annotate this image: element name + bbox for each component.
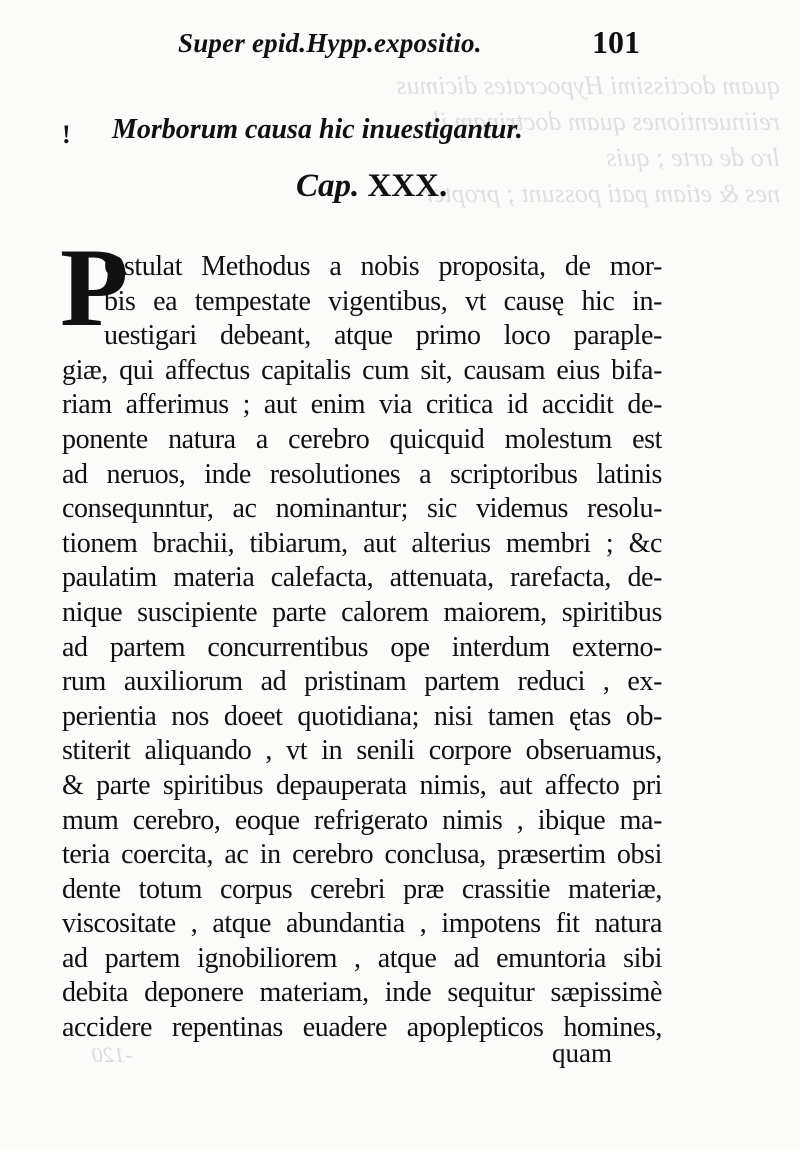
text-line: accidere repentinas euadere apoplepticos homines, (62, 1012, 662, 1044)
text-line: nique suscipiente parte calorem maiorem, spiritibus (62, 596, 662, 628)
page-number: 101 (592, 24, 640, 60)
text-line: giæ, qui affectus capitalis cum sit, causam eius bifa- (62, 354, 662, 386)
text-line: consequnntur, ac nominantur; sic videmus resolu- (62, 493, 662, 525)
text-line: bis ea tempestate vigentibus, vt causę hic in- (104, 285, 662, 317)
text-line: riam afferimus ; aut enim via critica id accidit de- (62, 389, 662, 421)
text-line: teria coercita, ac in cerebro conclusa, præsertim obsi (62, 839, 662, 871)
margin-mark: ! (62, 120, 71, 149)
text-line: ponente natura a cerebro quicquid molestum est (62, 423, 662, 455)
text-line: ad partem ignobiliorem , atque ad emuntoria sibi (62, 942, 662, 974)
bleed-through-signature: -120 (92, 1042, 133, 1067)
chapter-title (296, 168, 447, 205)
text-line: stiterit aliquando , vt in senili corpore obseruamus, (62, 735, 662, 767)
text-line: rum auxiliorum ad pristinam partem reduci , ex- (62, 666, 662, 698)
chapter-numeral: XXX. (367, 168, 448, 204)
text-line: ad neruos, inde resolutiones a scriptoribus latinis (62, 458, 662, 490)
text-line: uestigari debeant, atque primo loco paraple- (104, 320, 662, 352)
text-line: & parte spiritibus depauperata nimis, aut affecto pri (62, 769, 662, 801)
text-line: Ostulat Methodus a nobis proposita, de mor- (104, 251, 662, 282)
text-line: mum cerebro, eoque refrigerato nimis , ibique ma- (62, 804, 662, 836)
text-line: debita deponere materiam, inde sequitur sæpissimè (62, 977, 662, 1009)
drop-cap-initial: P (60, 226, 129, 350)
catchword: quam (552, 1038, 612, 1068)
chapter-prefix: Cap. (296, 168, 360, 204)
bleed-through-text: quam doctissimi Hypocrates dicimus reiinuentiones quam doctrinam il- lro de arte ; quis nes & etiam pati possunt ; propter (396, 71, 780, 208)
section-heading: Morborum causa hic inuestigantur. (112, 114, 523, 145)
body-text (62, 250, 662, 1046)
text-line: ad partem concurrentibus ope interdum externo- (62, 631, 662, 663)
text-line: perientia nos doeet quotidiana; nisi tamen ętas ob- (62, 700, 662, 732)
text-line: tionem brachii, tibiarum, aut alterius membri ; &c (62, 527, 662, 559)
running-head: Super epid.Hypp.expositio. (178, 28, 482, 58)
text-line: dente totum corpus cerebri præ crassitie materiæ, (62, 873, 662, 905)
text-line: viscositate , atque abundantia , impotens fit natura (62, 908, 662, 940)
text-line: paulatim materia calefacta, attenuata, rarefacta, de- (62, 562, 662, 594)
